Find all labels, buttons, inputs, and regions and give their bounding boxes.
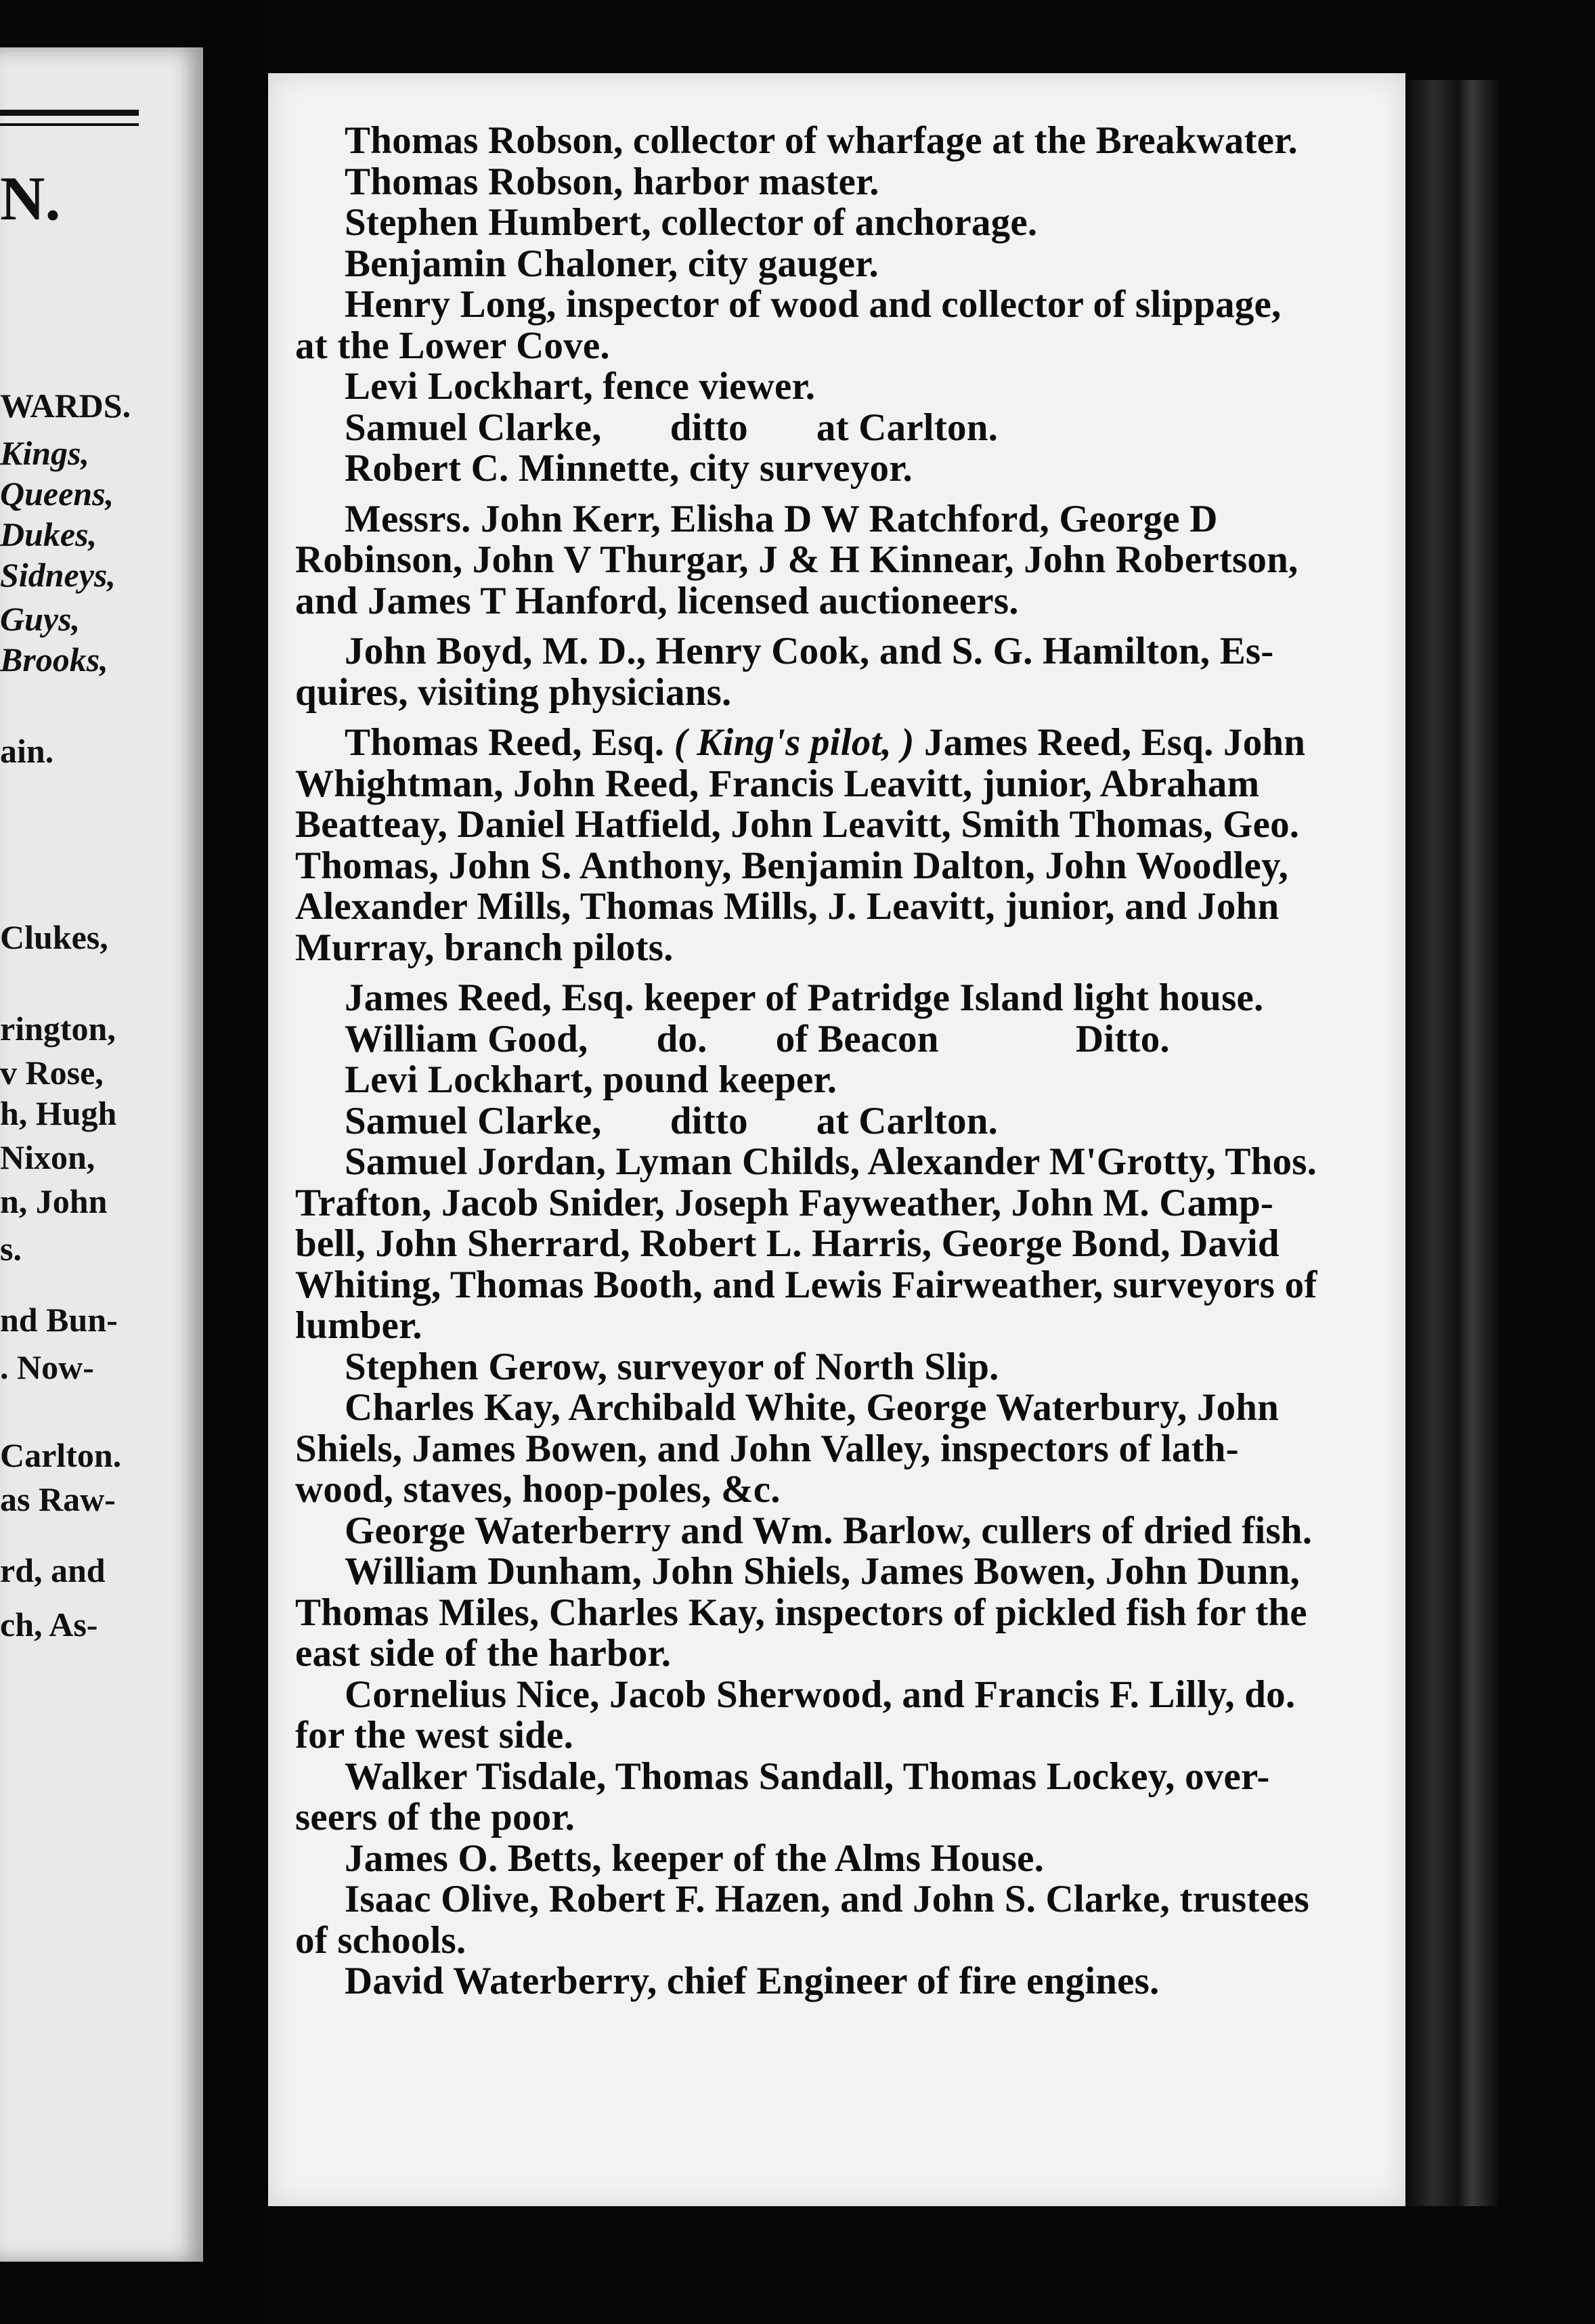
- entry-italic-note: ( King's pilot, ): [674, 721, 915, 764]
- entry-first-line: Stephen Humbert, collector of anchorage.: [345, 201, 1038, 244]
- entry-text: Thomas Reed, Esq.: [345, 721, 665, 764]
- entry-continuation-line: Shiels, James Bowen, and John Valley, inspectors of lath-: [295, 1427, 1239, 1470]
- entry-first-line: Levi Lockhart, pound keeper.: [345, 1058, 837, 1101]
- entry-first-line: William Good, do. of Beacon Ditto.: [345, 1017, 1170, 1060]
- facing-page-fragment: [0, 47, 203, 2262]
- facing-page-line: Queens,: [0, 475, 114, 513]
- list-item: [295, 1961, 1378, 2002]
- entry-continuation-line: Murray, branch pilots.: [295, 926, 674, 969]
- list-item: [295, 244, 1378, 285]
- entry-continuation-line: wood, staves, hoop-poles, &c.: [295, 1468, 781, 1511]
- facing-page-line: Sidneys,: [0, 556, 116, 594]
- entry-continuation-line: Whightman, John Reed, Francis Leavitt, junior, Abraham: [295, 762, 1260, 805]
- list-item: [295, 162, 1378, 203]
- document-page: [268, 73, 1405, 2206]
- entry-first-line: Henry Long, inspector of wood and collector of slippage,: [345, 283, 1282, 326]
- entry-continuation-line: Robinson, John V Thurgar, J & H Kinnear, John Robertson,: [295, 538, 1298, 581]
- facing-page-line: Carlton.: [0, 1436, 122, 1474]
- list-item: [295, 1675, 1378, 1757]
- list-item: [295, 1551, 1378, 1675]
- list-item: [295, 366, 1378, 408]
- entry-first-line: Thomas Robson, collector of wharfage at the Breakwater.: [345, 119, 1298, 162]
- entry-continuation-line: and James T Hanford, licensed auctioneers.: [295, 579, 1019, 622]
- entry-first-line: William Dunham, John Shiels, James Bowen, John Dunn,: [345, 1550, 1300, 1593]
- entry-first-line: Samuel Jordan, Lyman Childs, Alexander M'Grotty, Thos.: [345, 1140, 1317, 1183]
- list-item: [295, 1511, 1378, 1552]
- entry-first-line: Cornelius Nice, Jacob Sherwood, and Francis F. Lilly, do.: [345, 1673, 1296, 1716]
- page-edge-shadow: [1405, 80, 1500, 2206]
- facing-page-line: h, Hugh: [0, 1094, 117, 1132]
- list-item: [295, 121, 1378, 162]
- entry-first-line: Thomas Robson, harbor master.: [345, 160, 879, 203]
- facing-page-line: . Now-: [0, 1348, 94, 1386]
- officials-list: [295, 121, 1378, 2002]
- list-item: [295, 1101, 1378, 1142]
- header-rule-thick: [0, 110, 139, 116]
- entry-first-line: [295, 723, 1378, 764]
- facing-page-line: Dukes,: [0, 515, 97, 553]
- entry-continuation-line: lumber.: [295, 1304, 422, 1347]
- list-item: [295, 1757, 1378, 1838]
- list-item: [295, 448, 1378, 490]
- list-item: [295, 499, 1378, 622]
- list-item: [295, 1060, 1378, 1101]
- facing-page-line: n, John: [0, 1182, 108, 1220]
- facing-page-line: s.: [0, 1230, 22, 1268]
- facing-page-line: Guys,: [0, 600, 81, 638]
- entry-first-line: Robert C. Minnette, city surveyor.: [345, 447, 913, 490]
- entry-first-line: James O. Betts, keeper of the Alms House.: [345, 1836, 1045, 1880]
- list-item: [295, 1838, 1378, 1880]
- facing-page-line: rington,: [0, 1010, 116, 1048]
- entry-first-line: Walker Tisdale, Thomas Sandall, Thomas Lockey, over-: [345, 1755, 1270, 1798]
- entry-first-line: Samuel Clarke, ditto at Carlton.: [345, 406, 999, 449]
- list-item: [295, 202, 1378, 244]
- facing-page-line: nd Bun-: [0, 1301, 118, 1339]
- list-item: [295, 631, 1378, 713]
- entry-continuation-line: for the west side.: [295, 1714, 573, 1757]
- entry-first-line: Messrs. John Kerr, Elisha D W Ratchford, George D: [345, 497, 1218, 540]
- entry-continuation-line: Thomas, John S. Anthony, Benjamin Dalton, John Woodley,: [295, 844, 1289, 887]
- entry-first-line: Isaac Olive, Robert F. Hazen, and John S. Clarke, trustees: [345, 1878, 1309, 1920]
- facing-page-line: as Raw-: [0, 1480, 116, 1518]
- entry-continuation-line: Alexander Mills, Thomas Mills, J. Leavitt, junior, and John: [295, 885, 1280, 928]
- list-item: [295, 1019, 1378, 1060]
- entry-first-line: Benjamin Chaloner, city gauger.: [345, 242, 879, 285]
- entry-continuation-line: Thomas Miles, Charles Kay, inspectors of pickled fish for the: [295, 1591, 1307, 1634]
- facing-page-heading: N.: [0, 164, 61, 233]
- entry-first-line: Samuel Clarke, ditto at Carlton.: [345, 1099, 999, 1142]
- header-rule-thin: [0, 123, 139, 126]
- facing-page-line: v Rose,: [0, 1054, 104, 1092]
- facing-page-line: Nixon,: [0, 1138, 95, 1176]
- list-item: [295, 1879, 1378, 1961]
- entry-continuation-line: Beatteay, Daniel Hatfield, John Leavitt, Smith Thomas, Geo.: [295, 803, 1300, 846]
- entry-continuation-line: quires, visiting physicians.: [295, 670, 732, 714]
- list-item: [295, 1347, 1378, 1388]
- entry-continuation-line: east side of the harbor.: [295, 1632, 672, 1675]
- entry-first-line: Charles Kay, Archibald White, George Waterbury, John: [345, 1386, 1280, 1429]
- list-item: [295, 978, 1378, 1019]
- entry-first-line: David Waterberry, chief Engineer of fire engines.: [345, 1960, 1160, 2002]
- entry-continuation-line: of schools.: [295, 1918, 466, 1962]
- facing-page-line: Kings,: [0, 434, 90, 472]
- entry-continuation-line: Whiting, Thomas Booth, and Lewis Fairweather, surveyors of: [295, 1263, 1317, 1306]
- list-item: [295, 284, 1378, 366]
- facing-page-line: WARDS.: [0, 387, 131, 425]
- book-gutter: [203, 0, 264, 2324]
- entry-first-line: James Reed, Esq. keeper of Patridge Island light house.: [345, 976, 1264, 1019]
- entry-text: James Reed, Esq. John: [914, 721, 1306, 764]
- facing-page-line: rd, and: [0, 1551, 106, 1589]
- entry-continuation-line: seers of the poor.: [295, 1796, 575, 1838]
- entry-first-line: John Boyd, M. D., Henry Cook, and S. G. Hamilton, Es-: [345, 630, 1274, 672]
- list-item: [295, 1142, 1378, 1347]
- entry-first-line: Stephen Gerow, surveyor of North Slip.: [345, 1345, 999, 1388]
- entry-first-line: Levi Lockhart, fence viewer.: [345, 365, 816, 408]
- facing-page-line: ain.: [0, 732, 54, 770]
- entry-continuation-line: at the Lower Cove.: [295, 324, 610, 367]
- list-item: [295, 723, 1378, 968]
- facing-page-line: Clukes,: [0, 918, 108, 956]
- facing-page-line: Brooks,: [0, 641, 108, 679]
- entry-first-line: George Waterberry and Wm. Barlow, cullers of dried fish.: [345, 1509, 1313, 1552]
- entry-continuation-line: bell, John Sherrard, Robert L. Harris, George Bond, David: [295, 1222, 1280, 1265]
- facing-page-line: ch, As-: [0, 1606, 98, 1643]
- list-item: [295, 408, 1378, 449]
- entry-continuation-line: Trafton, Jacob Snider, Joseph Fayweather, John M. Camp-: [295, 1181, 1274, 1224]
- list-item: [295, 1387, 1378, 1511]
